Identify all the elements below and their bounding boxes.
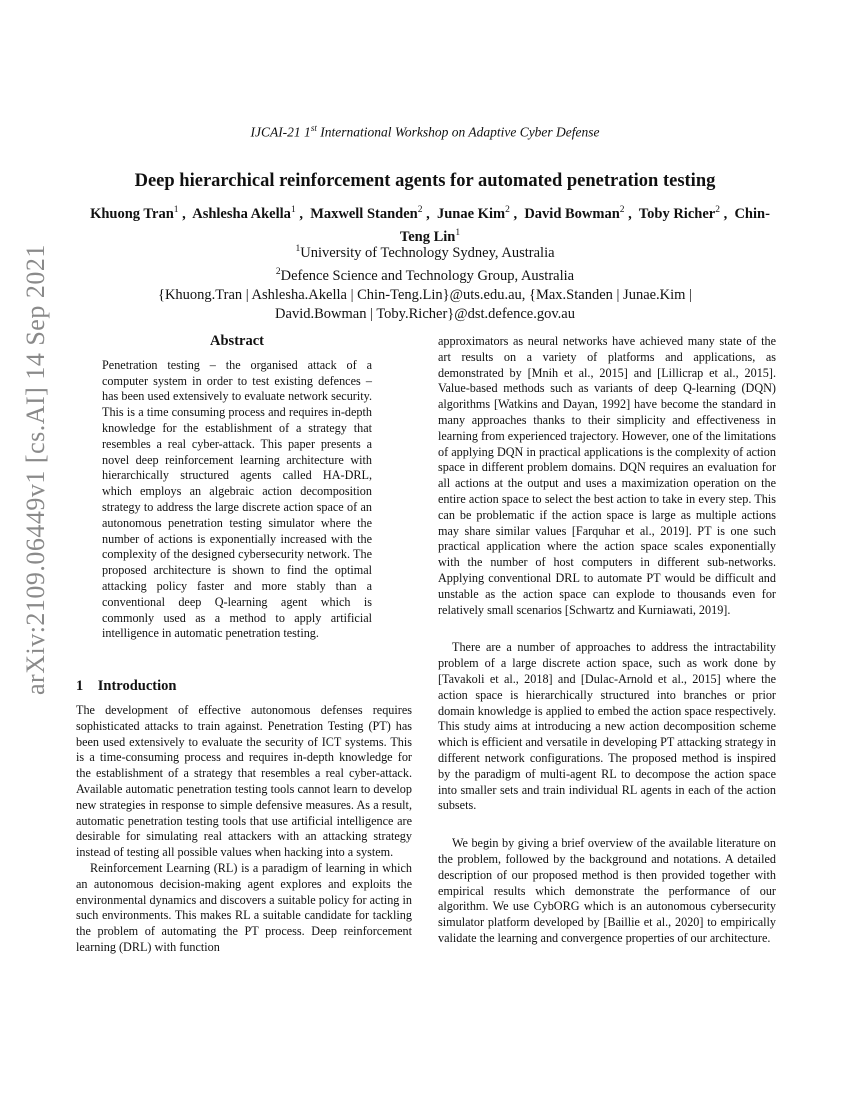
author-aff: 1 (173, 205, 179, 215)
venue-header (0, 123, 850, 141)
paper-title: Deep hierarchical reinforcement agents for automated penetration testing (134, 171, 716, 191)
arxiv-stamp: arXiv:2109.06449v1 [cs.AI] 14 Sep 2021 (21, 244, 50, 695)
author-name: Chin-Teng Lin (399, 205, 770, 245)
author-name: Junae Kim (436, 205, 506, 222)
introduction-body (76, 703, 412, 956)
abstract-text: Penetration testing – the organised attack of a computer system in order to test existing defences – has been used extensively to evaluate network security. This is a time consuming process and requires in-depth knowledge for the establishment of a strategy that resembles a real cyber-attack. This paper presents a novel deep reinforcement learning architecture with hierarchically structured agents called HA-DRL, which employs an algebraic action decomposition strategy to address the large discrete action space of an autonomous penetration testing simulator where the number of actions is exponentially increased with the complexity of the designed cybersecurity network. The proposed architecture is shown to find the optimal attacking policy faster and more stably than a conventional deep Q-learning agent which is commonly used as a method to apply artificial intelligence in automatic penetration testing. (102, 357, 372, 641)
venue-post: International Workshop on Adaptive Cyber Defense (316, 124, 600, 140)
affiliation-num: 2 (275, 266, 281, 277)
affiliation-text: Defence Science and Technology Group, Australia (280, 267, 575, 284)
author-name: David Bowman (524, 205, 620, 222)
affiliation-line (80, 263, 770, 286)
author-name: Ashlesha Akella (192, 205, 291, 222)
paragraph: The development of effective autonomous defenses requires sophisticated attacks to train against. Penetration Testing (PT) has been used extensively to evaluate the security of ICT systems. This is a time-consuming process and requires in-depth knowledge for the establishment of a strategy that resembles a real cyber-attack. Available automatic penetration testing tools cannot learn to develop new strategies in response to simple defensive measures. As a result, automatic penetration testing tools that use artificial intelligence are desirable for simulating real attackers with an attacking strategy instead of testing all possible values when hacking into a system. (76, 703, 412, 860)
author-aff: 1 (455, 227, 461, 238)
paragraph: There are a number of approaches to address the intractability problem of a large discrete action space, such as work done by [Tavakoli et al., 2018] and [Dulac-Arnold et al., 2015] where the action space is hierarchically structured into branches or prior domain knowledge is applied to embed the action space respectively. This study aims at introducing a new action decomposition scheme which is efficient and versatile in developing PT attacking strategy in different network configurations. The proposed method is inspired by the paradigm of multi-agent RL to decompose the action space into smaller sets and train individual RL agents in each of the action subsets. (438, 640, 777, 813)
paragraph: Reinforcement Learning (RL) is a paradigm of learning in which an autonomous decision-making agent explores and exploits the environmental dynamics and discovers a suitable policy for acting in such environments. This makes RL a suitable candidate for tackling the problem of automating the PT process. Deep reinforcement learning (DRL) with function (76, 860, 412, 954)
paragraph: approximators as neural networks have achieved many state of the art results on a variety of platforms and applications, as demonstrated by [Mnih et al., 2015] and [Lillicrap et al., 2015]. Value-based methods such as variants of deep Q-learning (DQN) algorithms [Watkins and Dayan, 1992] have become the standard in many approaches thanks to their simplicity and effectiveness in learning from experienced trajectory. However, one of the limitations of applying DQN in practical applications is the complexity of action space in different problem domains. DQN requires an evaluation for all actions at the output and uses a maximization operation on the entire action space to select the best action to take in every step. This can be problematic if the action space is large as multiple actions may share similar values [Farquhar et al., 2019]. PT is one such practical application where the action space scales exponentially with the number of host computers in different sub-networks. Applying conventional DRL to automate PT would be difficult and unstable as the action space can explode to thousands even for relatively small scenarios [Schwartz and Kurniawati, 2019]. (438, 334, 776, 617)
affiliation-block (80, 240, 770, 324)
section-number: 1 (76, 678, 84, 694)
abstract-section (102, 334, 372, 642)
author-aff: 2 (715, 205, 720, 215)
venue-pre: IJCAI-21 1 (250, 124, 311, 140)
author-aff: 2 (417, 205, 423, 215)
right-column (438, 334, 776, 947)
author-list: Khuong Tran$^1$ , Ashlesha Akella$^1$ , Maxwell Standen$^2$ , Junae Kim$^2$ , David Bowman$^2$ , Toby Richer$^2$ , Chin-Teng Lin$^1$ (90, 205, 770, 245)
author-aff: 2 (619, 205, 625, 215)
abstract-heading: Abstract (210, 333, 264, 349)
venue-sup: st (310, 123, 317, 133)
author-aff: 2 (505, 205, 510, 215)
affiliation-num: 1 (295, 244, 301, 254)
paragraph: We begin by giving a brief overview of the available literature on the problem, followed by the background and notations. A detailed description of our proposed method is then provided together with empirical results which demonstrate the performance of our algorithm. We use CybORG which is an autonomous cybersecurity simulator platform developed by [Baillie et al., 2020] to empirically validate the learning and convergence properties of our architecture. (438, 836, 776, 945)
affiliation-text: University of Technology Sydney, Australia (300, 244, 555, 261)
author-name: Khuong Tran (90, 205, 174, 222)
author-name: Maxwell Standen (310, 205, 418, 222)
author-aff: 1 (290, 205, 296, 215)
section-heading (76, 678, 176, 695)
author-name: Toby Richer (638, 205, 716, 222)
section-title: Introduction (97, 678, 177, 694)
email-line: David.Bowman | Toby.Richer}@dst.defence.gov.au (275, 305, 575, 322)
affiliation-line (80, 240, 770, 263)
email-line: {Khuong.Tran | Ashlesha.Akella | Chin-Teng.Lin}@uts.edu.au, {Max.Standen | Junae.Kim | (157, 286, 692, 303)
